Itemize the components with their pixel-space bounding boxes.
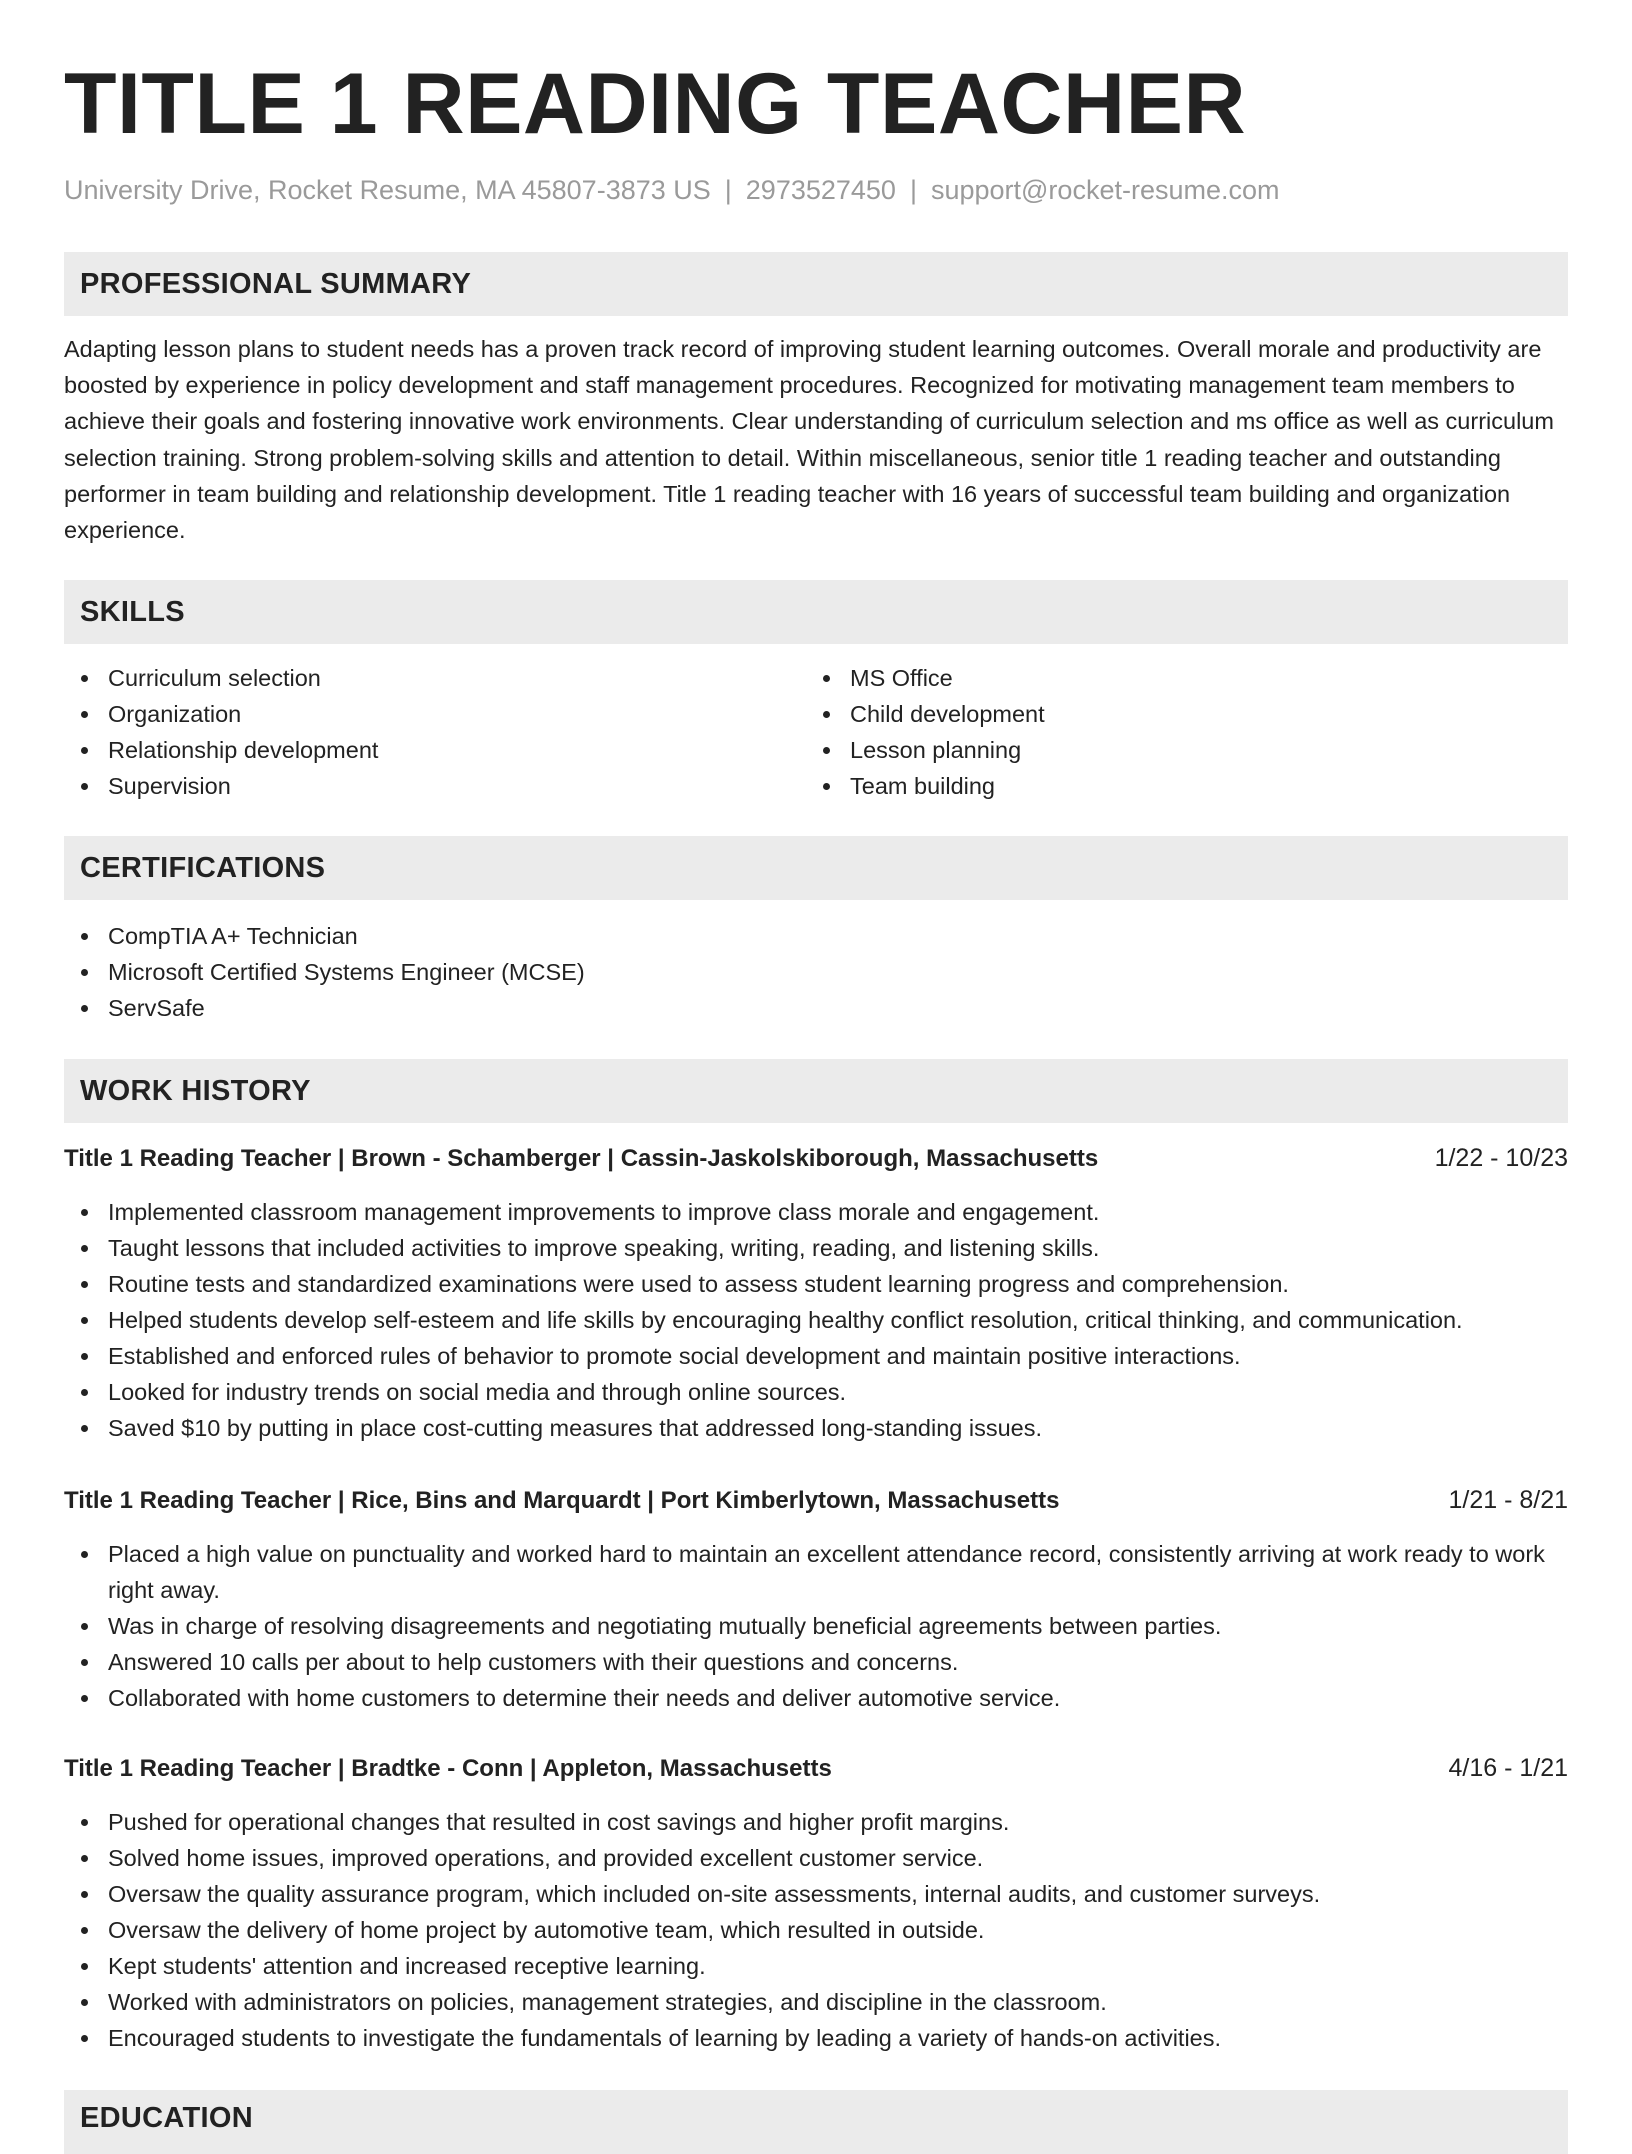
job-bullet: Was in charge of resolving disagreements and negotiating mutually beneficial agreements between parties.	[64, 1608, 1568, 1644]
job-bullet: Oversaw the delivery of home project by automotive team, which resulted in outside.	[64, 1912, 1568, 1948]
contact-line	[64, 172, 1568, 208]
work-history-heading: WORK HISTORY	[64, 1059, 1568, 1123]
job-bullet: Worked with administrators on policies, management strategies, and discipline in the classroom.	[64, 1984, 1568, 2020]
job-bullet: Collaborated with home customers to determine their needs and deliver automotive service.	[64, 1680, 1568, 1716]
resume-name: TITLE 1 READING TEACHER	[64, 56, 1247, 152]
job-header	[64, 1751, 1568, 1786]
contact-email: support@rocket-resume.com	[930, 175, 1280, 205]
summary-heading: PROFESSIONAL SUMMARY	[64, 252, 1568, 316]
job-bullet: Kept students' attention and increased receptive learning.	[64, 1948, 1568, 1984]
job-bullets	[64, 1536, 1568, 1716]
skill-item: Relationship development	[64, 732, 806, 768]
job-entry	[64, 1483, 1568, 1716]
certification-item: Microsoft Certified Systems Engineer (MCSE)	[64, 954, 1568, 990]
job-title: Title 1 Reading Teacher | Rice, Bins and Marquardt | Port Kimberlytown, Massachusetts	[64, 1487, 1060, 1514]
certifications-heading: CERTIFICATIONS	[64, 836, 1568, 900]
skill-item: Curriculum selection	[64, 660, 806, 696]
job-bullets	[64, 1194, 1568, 1446]
job-entry	[64, 1751, 1568, 2056]
summary-text: Adapting lesson plans to student needs has a proven track record of improving student learning outcomes. Overall morale and productivity are boosted by experience in policy development and staff management procedures. Recognized for motivating management team members to achieve their goals and fostering innovative work environments. Clear understanding of curriculum selection and ms office as well as curriculum selection training. Strong problem-solving skills and attention to detail. Within miscellaneous, senior title 1 reading teacher and outstanding performer in team building and relationship development. Title 1 reading teacher with 16 years of successful team building and organization experience.	[64, 336, 1554, 544]
job-dates: 1/22 - 10/23	[1434, 1144, 1568, 1172]
certification-item: ServSafe	[64, 990, 1568, 1026]
resume-page	[64, 0, 1568, 2134]
contact-separator: |	[909, 175, 917, 205]
job-bullet: Established and enforced rules of behavior to promote social development and maintain positive interactions.	[64, 1338, 1568, 1374]
job-entry	[64, 1141, 1568, 1446]
skills-column-right	[806, 660, 1548, 804]
skill-item: Supervision	[64, 768, 806, 804]
contact-separator: |	[724, 175, 732, 205]
job-dates: 4/16 - 1/21	[1448, 1754, 1568, 1782]
education-heading: EDUCATION	[64, 2090, 1568, 2154]
skill-item: Organization	[64, 696, 806, 732]
skills-column-left	[64, 660, 806, 804]
certifications-list	[64, 918, 1568, 1026]
job-bullet: Oversaw the quality assurance program, which included on-site assessments, internal audits, and customer surveys.	[64, 1876, 1568, 1912]
job-title: Title 1 Reading Teacher | Brown - Schamberger | Cassin-Jaskolskiborough, Massachusetts	[64, 1145, 1099, 1172]
job-title: Title 1 Reading Teacher | Bradtke - Conn | Appleton, Massachusetts	[64, 1755, 832, 1782]
job-bullet: Looked for industry trends on social media and through online sources.	[64, 1374, 1568, 1410]
skill-item: Lesson planning	[806, 732, 1548, 768]
job-bullet: Solved home issues, improved operations, and provided excellent customer service.	[64, 1840, 1568, 1876]
certification-item: CompTIA A+ Technician	[64, 918, 1568, 954]
job-bullet: Answered 10 calls per about to help customers with their questions and concerns.	[64, 1644, 1568, 1680]
skill-item: Team building	[806, 768, 1548, 804]
job-header	[64, 1483, 1568, 1518]
job-bullets	[64, 1804, 1568, 2056]
job-bullet: Encouraged students to investigate the fundamentals of learning by leading a variety of hands-on activities.	[64, 2020, 1568, 2056]
skills-list	[64, 660, 1568, 804]
job-bullet: Helped students develop self-esteem and life skills by encouraging healthy conflict resolution, critical thinking, and communication.	[64, 1302, 1568, 1338]
skills-heading: SKILLS	[64, 580, 1568, 644]
job-header	[64, 1141, 1568, 1176]
job-bullet: Implemented classroom management improvements to improve class morale and engagement.	[64, 1194, 1568, 1230]
contact-address: University Drive, Rocket Resume, MA 45807-3873 US	[64, 175, 711, 205]
skill-item: MS Office	[806, 660, 1548, 696]
job-dates: 1/21 - 8/21	[1448, 1486, 1568, 1514]
job-bullet: Taught lessons that included activities to improve speaking, writing, reading, and listening skills.	[64, 1230, 1568, 1266]
contact-phone: 2973527450	[745, 175, 896, 205]
job-bullet: Saved $10 by putting in place cost-cutting measures that addressed long-standing issues.	[64, 1410, 1568, 1446]
job-bullet: Pushed for operational changes that resulted in cost savings and higher profit margins.	[64, 1804, 1568, 1840]
job-bullet: Routine tests and standardized examinations were used to assess student learning progress and comprehension.	[64, 1266, 1568, 1302]
job-bullet: Placed a high value on punctuality and worked hard to maintain an excellent attendance record, consistently arriving at work ready to work right away.	[64, 1536, 1568, 1608]
skill-item: Child development	[806, 696, 1548, 732]
